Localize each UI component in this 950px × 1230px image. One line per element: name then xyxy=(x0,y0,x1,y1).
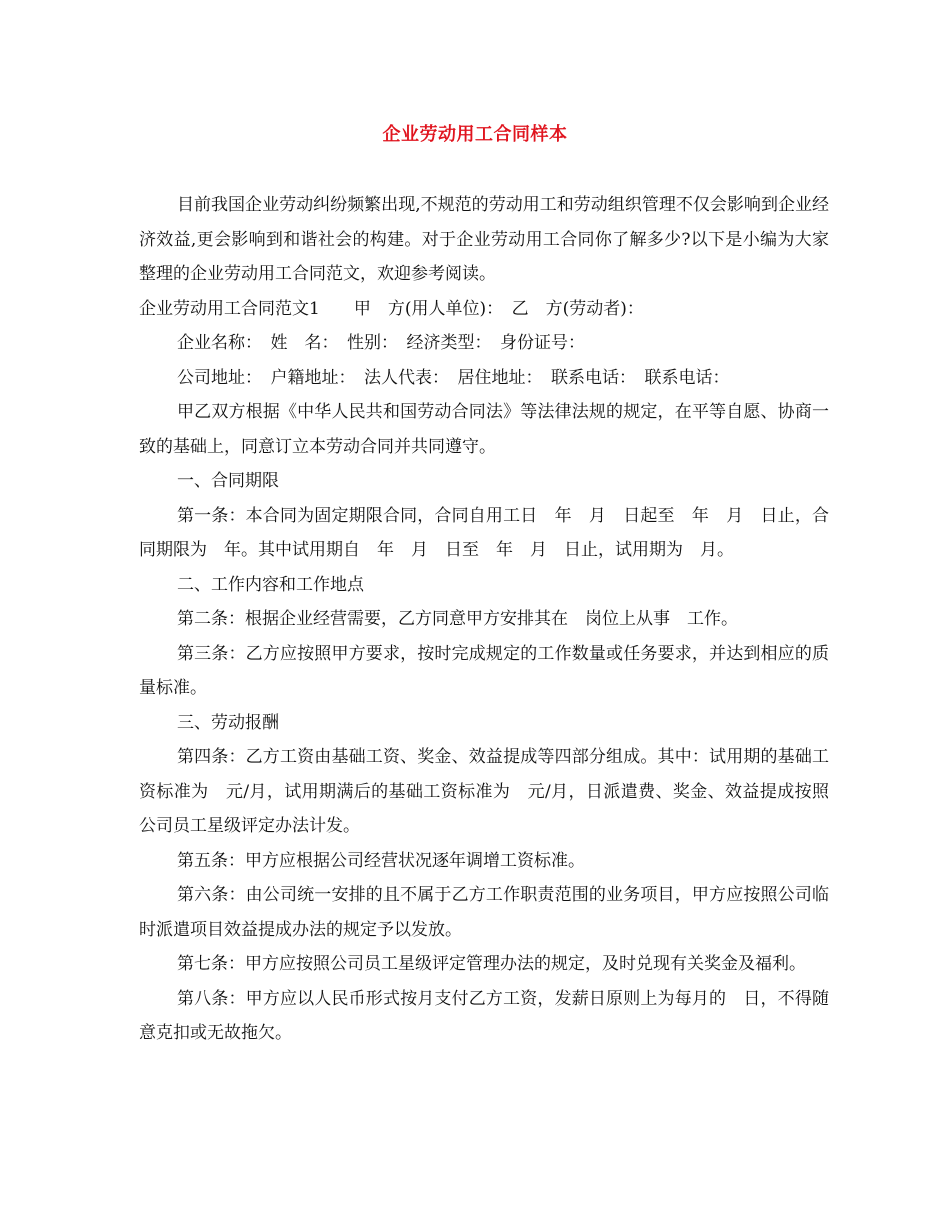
article-3: 第三条：乙方应按照甲方要求，按时完成规定的工作数量或任务要求，并达到相应的质量标准。 xyxy=(139,643,829,698)
agreement-paragraph: 甲乙双方根据《中华人民共和国劳动合同法》等法律法规的规定，在平等自愿、协商一致的基础上，同意订立本劳动合同并共同遵守。 xyxy=(139,402,829,457)
section-heading-work: 二、工作内容和工作地点 xyxy=(177,574,364,595)
article-8: 第八条：甲方应以人民币形式按月支付乙方工资，发薪日原则上为每月的 日，不得随意克扣或无故拖欠。 xyxy=(139,988,829,1043)
parties-line: 企业劳动用工合同范文1 甲 方(用人单位)： 乙 方(劳动者)： xyxy=(139,298,644,319)
section-heading-pay: 三、劳动报酬 xyxy=(177,712,279,733)
address-fields-line: 公司地址： 户籍地址： 法人代表： 居住地址： 联系电话： 联系电话： xyxy=(177,367,730,388)
article-7: 第七条：甲方应按照公司员工星级评定管理办法的规定，及时兑现有关奖金及福利。 xyxy=(177,954,806,974)
article-6: 第六条：由公司统一安排的且不属于乙方工作职责范围的业务项目，甲方应按照公司临时派遣项目效益提成办法的规定予以发放。 xyxy=(139,885,829,940)
enterprise-fields-line: 企业名称： 姓 名： 性别： 经济类型： 身份证号： xyxy=(177,333,585,353)
article-4: 第四条：乙方工资由基础工资、奖金、效益提成等四部分组成。其中：试用期的基础工资标准为 元/月，试用期满后的基础工资标准为 元/月，日派遣费、奖金、效益提成按照公司员工星级评定办法计发。 xyxy=(139,747,829,836)
intro-paragraph: 目前我国企业劳动纠纷频繁出现,不规范的劳动用工和劳动组织管理不仅会影响到企业经济效益,更会影响到和谐社会的构建。对于企业劳动用工合同你了解多少?以下是小编为大家整理的企业劳动用工合同范文，欢迎参考阅读。 xyxy=(139,195,829,284)
article-1: 第一条：本合同为固定期限合同，合同自用工日 年 月 日起至 年 月 日止，合同期限为 年。其中试用期自 年 月 日至 年 月 日止，试用期为 月。 xyxy=(139,505,829,560)
article-5: 第五条：甲方应根据公司经营状况逐年调增工资标准。 xyxy=(177,850,585,871)
article-2: 第二条：根据企业经营需要，乙方同意甲方安排其在 岗位上从事 工作。 xyxy=(177,609,738,629)
document-title: 企业劳动用工合同样本 xyxy=(382,124,568,145)
document-body xyxy=(139,188,829,1051)
section-heading-term: 一、合同期限 xyxy=(177,471,279,491)
